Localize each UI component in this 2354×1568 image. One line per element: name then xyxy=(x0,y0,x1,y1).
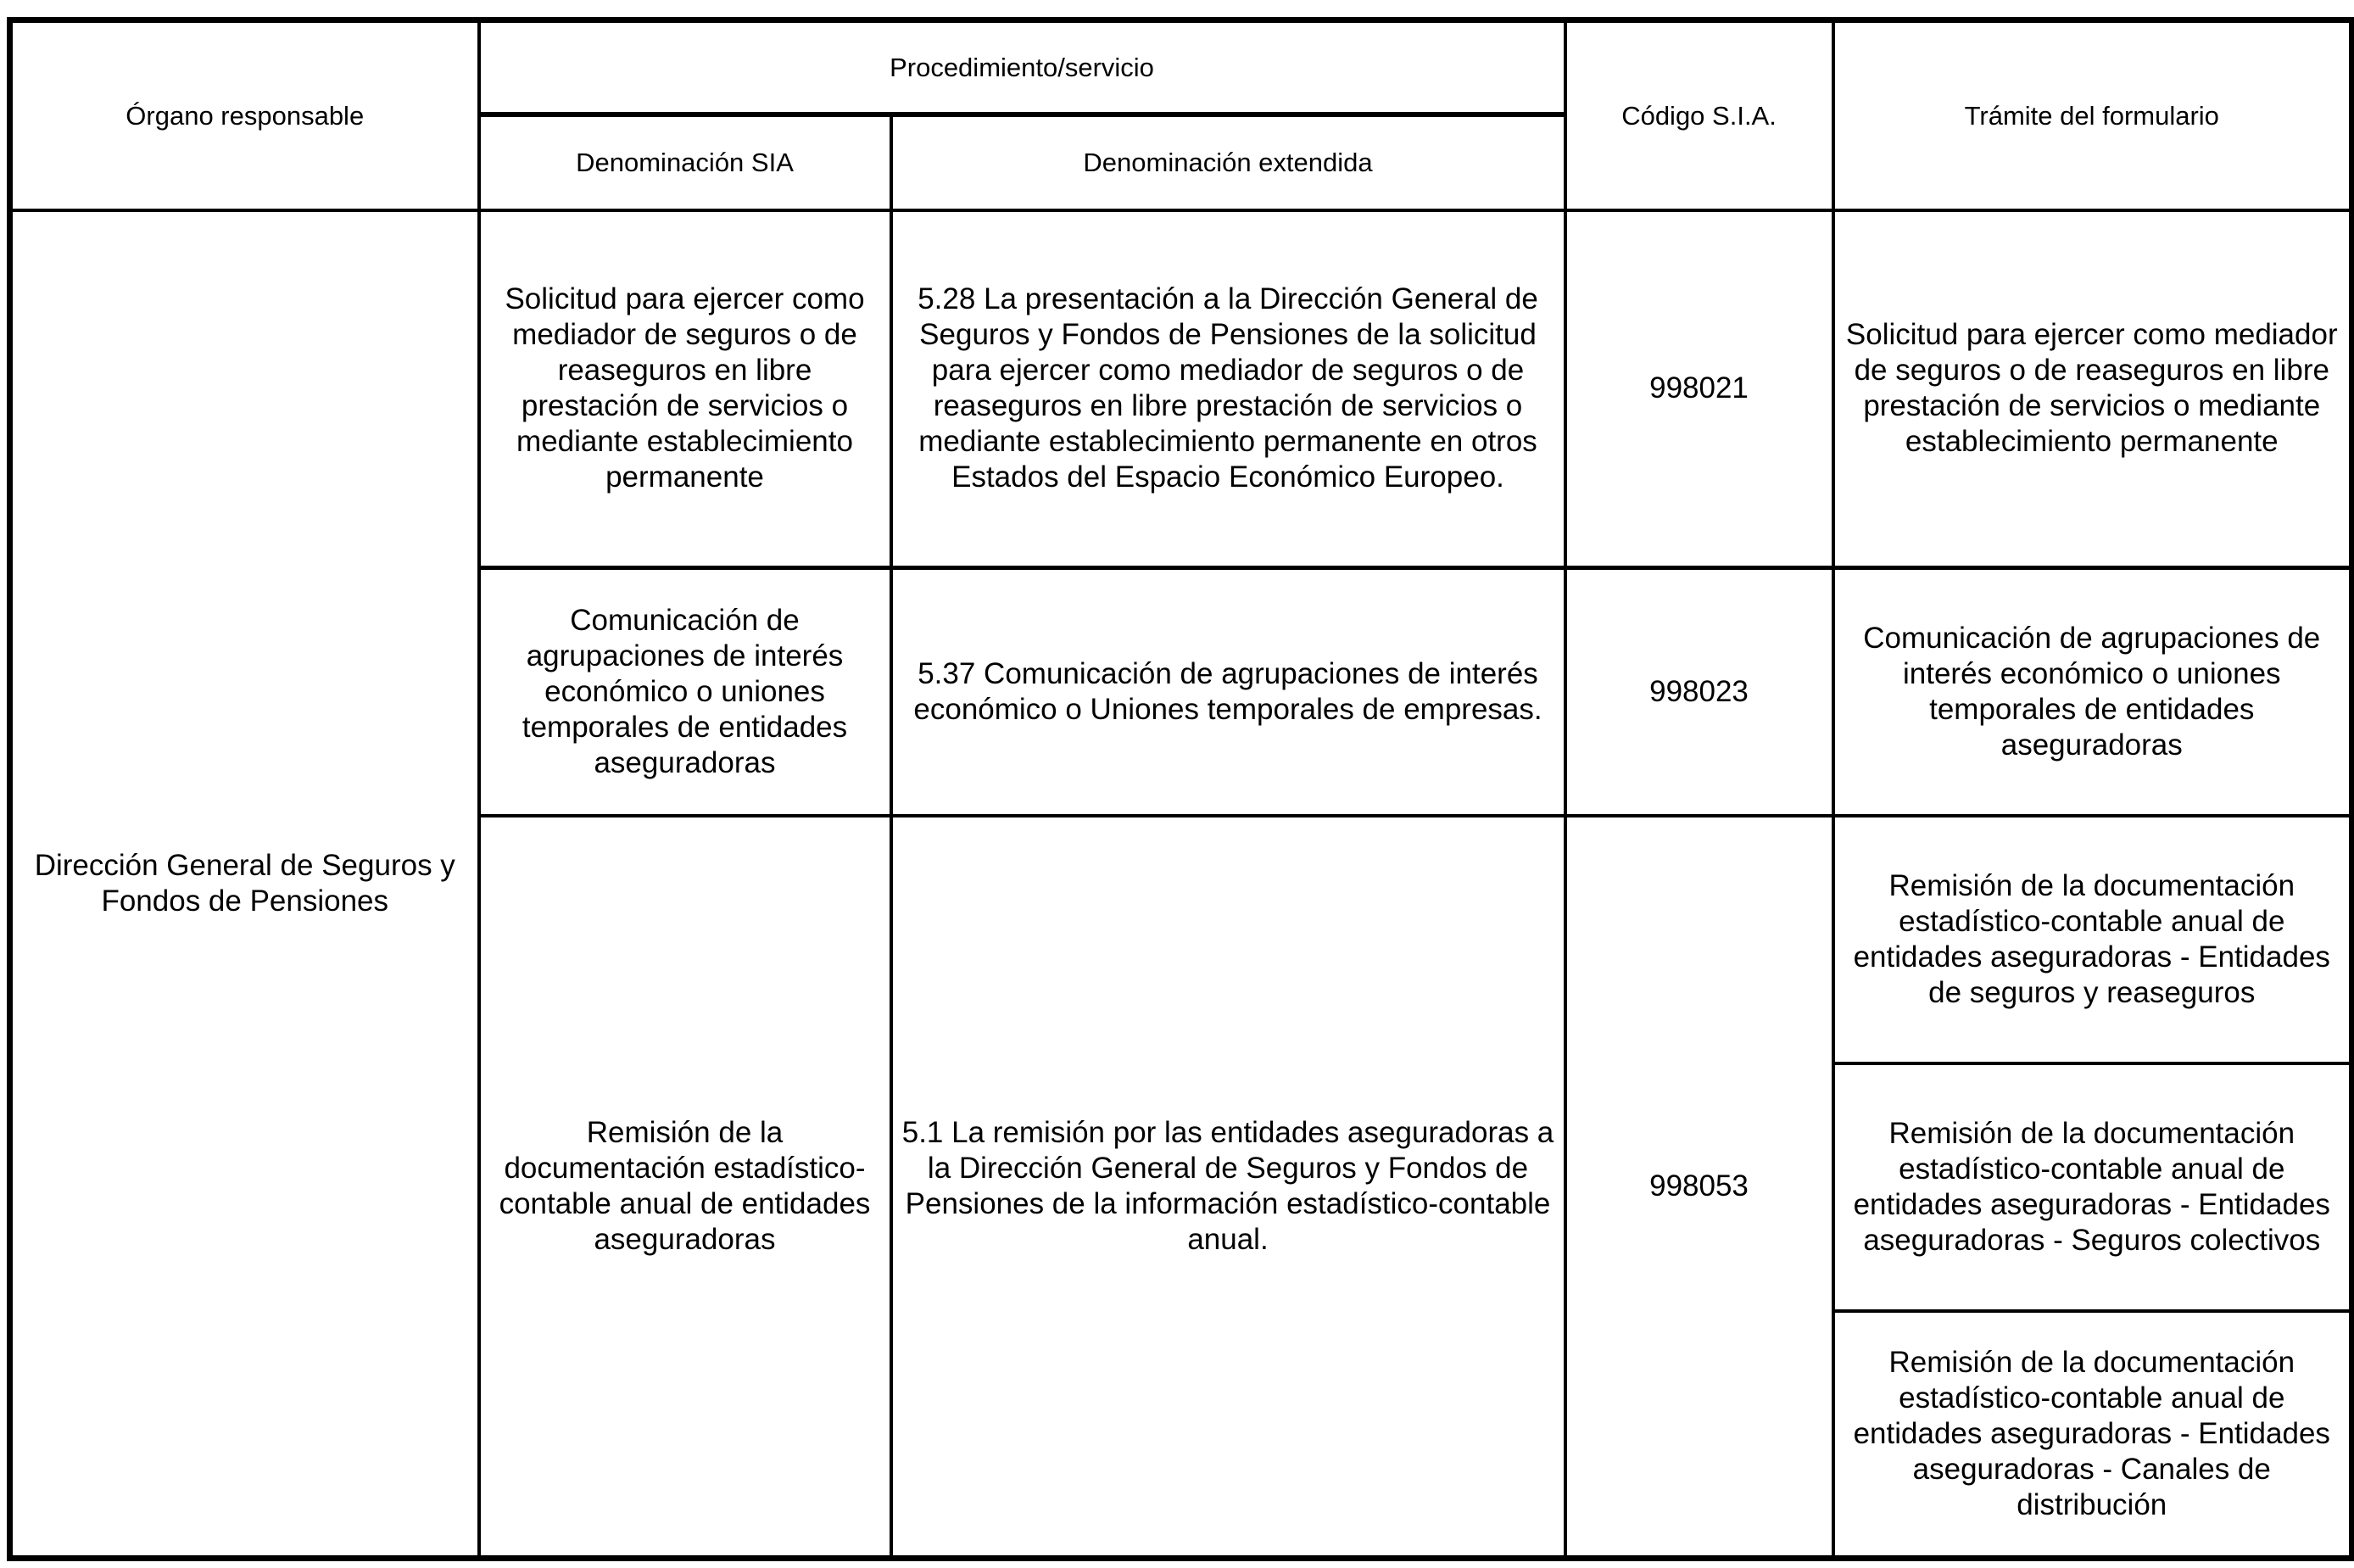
tramite-cell: Solicitud para ejercer como mediador de seguros o de reaseguros en libre prestación de servicios o mediante establecimiento permanente xyxy=(1833,210,2352,568)
denominacion-sia-cell: Comunicación de agrupaciones de interés económico o uniones temporales de entidades aseguradoras xyxy=(479,568,891,816)
denominacion-extendida-cell: 5.1 La remisión por las entidades aseguradoras a la Dirección General de Seguros y Fondos de Pensiones de la información estadístico-contable anual. xyxy=(891,816,1565,1559)
header-denominacion-extendida: Denominación extendida xyxy=(891,114,1565,210)
header-denominacion-sia: Denominación SIA xyxy=(479,114,891,210)
denominacion-sia-cell: Solicitud para ejercer como mediador de seguros o de reaseguros en libre prestación de servicios o mediante establecimiento permanente xyxy=(479,210,891,568)
tramite-cell: Remisión de la documentación estadístico-contable anual de entidades aseguradoras - Entidades aseguradoras - Seguros colectivos xyxy=(1833,1063,2352,1311)
header-row-1 xyxy=(10,20,2352,114)
denominacion-sia-cell: Remisión de la documentación estadístico-contable anual de entidades aseguradoras xyxy=(479,816,891,1559)
codigo-cell: 998021 xyxy=(1565,210,1833,568)
organo-cell: Dirección General de Seguros y Fondos de Pensiones xyxy=(10,210,479,1559)
codigo-cell: 998053 xyxy=(1565,816,1833,1559)
header-organo: Órgano responsable xyxy=(10,20,479,210)
table-row xyxy=(10,210,2352,568)
procedures-table xyxy=(7,17,2354,1561)
tramite-cell: Remisión de la documentación estadístico-contable anual de entidades aseguradoras - Entidades aseguradoras - Canales de distribución xyxy=(1833,1311,2352,1559)
tramite-cell: Comunicación de agrupaciones de interés económico o uniones temporales de entidades aseguradoras xyxy=(1833,568,2352,816)
header-tramite: Trámite del formulario xyxy=(1833,20,2352,210)
tramite-cell: Remisión de la documentación estadístico-contable anual de entidades aseguradoras - Entidades de seguros y reaseguros xyxy=(1833,816,2352,1063)
header-procedimiento: Procedimiento/servicio xyxy=(479,20,1565,114)
denominacion-extendida-cell: 5.28 La presentación a la Dirección General de Seguros y Fondos de Pensiones de la solicitud para ejercer como mediador de seguros o de reaseguros en libre prestación de servicios o mediante establecimiento permanente en otros Estados del Espacio Económico Europeo. xyxy=(891,210,1565,568)
header-codigo: Código S.I.A. xyxy=(1565,20,1833,210)
codigo-cell: 998023 xyxy=(1565,568,1833,816)
denominacion-extendida-cell: 5.37 Comunicación de agrupaciones de interés económico o Uniones temporales de empresas. xyxy=(891,568,1565,816)
document-page xyxy=(7,17,2349,1561)
